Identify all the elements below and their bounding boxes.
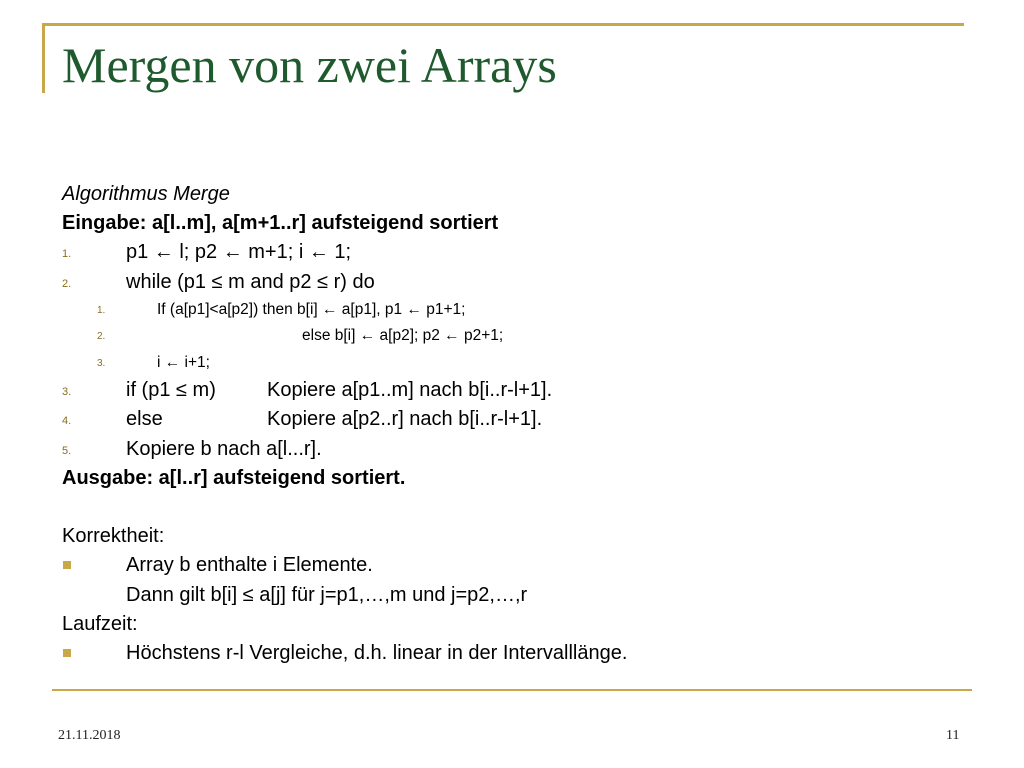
step-text: p1 ← l; p2 ← m+1; i ← 1; bbox=[126, 241, 352, 264]
substep-number: 2. bbox=[97, 331, 106, 343]
list-item bbox=[62, 238, 962, 267]
step-action: Kopiere a[p1..m] nach b[i..r-l+1]. bbox=[267, 379, 553, 402]
substep-number: 3. bbox=[97, 357, 106, 369]
list-item bbox=[62, 268, 962, 297]
frame-bottom-line bbox=[52, 689, 972, 691]
square-bullet-icon bbox=[63, 561, 71, 569]
frame-left-line bbox=[42, 23, 45, 93]
spacer bbox=[62, 493, 962, 522]
bullet-text: Dann gilt b[i] ≤ a[j] für j=p1,…,m und j=p2,…,r bbox=[126, 583, 528, 606]
list-item bbox=[62, 297, 962, 324]
list-item bbox=[62, 405, 962, 434]
step-text: if (p1 ≤ m) bbox=[126, 379, 216, 402]
square-bullet-icon bbox=[63, 649, 71, 657]
substep-text: i ← i+1; bbox=[157, 353, 210, 371]
substep-text: If (a[p1]<a[p2]) then b[i] ← a[p1], p1 ← p1+1; bbox=[157, 300, 466, 318]
slide-title: Mergen von zwei Arrays bbox=[62, 37, 557, 93]
list-item bbox=[62, 323, 962, 350]
frame-top-line bbox=[42, 23, 964, 26]
output-line: Ausgabe: a[l..r] aufsteigend sortiert. bbox=[62, 466, 406, 489]
list-item-continuation bbox=[62, 581, 962, 610]
step-action: Kopiere a[p2..r] nach b[i..r-l+1]. bbox=[267, 408, 543, 431]
substep-number: 1. bbox=[97, 304, 106, 316]
list-item bbox=[62, 639, 962, 668]
step-number: 1. bbox=[62, 248, 72, 261]
list-item bbox=[62, 350, 962, 377]
step-number: 2. bbox=[62, 277, 72, 290]
footer-date: 21.11.2018 bbox=[58, 728, 121, 743]
bullet-text: Höchstens r-l Vergleiche, d.h. linear in der Intervalllänge. bbox=[126, 641, 628, 664]
algorithm-heading: Algorithmus Merge bbox=[62, 183, 230, 205]
step-text: Kopiere b nach a[l...r]. bbox=[126, 437, 322, 460]
step-text: while (p1 ≤ m and p2 ≤ r) do bbox=[126, 270, 375, 293]
step-text: else bbox=[126, 408, 163, 431]
input-line: Eingabe: a[l..m], a[m+1..r] aufsteigend sortiert bbox=[62, 212, 499, 235]
runtime-heading: Laufzeit: bbox=[62, 612, 138, 635]
footer-page-number: 11 bbox=[946, 728, 960, 743]
step-number: 4. bbox=[62, 415, 72, 428]
bullet-text: Array b enthalte i Elemente. bbox=[126, 554, 373, 577]
step-number: 3. bbox=[62, 386, 72, 399]
step-number: 5. bbox=[62, 444, 72, 457]
substep-text: else b[i] ← a[p2]; p2 ← p2+1; bbox=[302, 327, 504, 345]
list-item bbox=[62, 376, 962, 405]
list-item bbox=[62, 551, 962, 580]
list-item bbox=[62, 435, 962, 464]
correctness-heading: Korrektheit: bbox=[62, 525, 165, 548]
slide-body bbox=[62, 180, 962, 668]
